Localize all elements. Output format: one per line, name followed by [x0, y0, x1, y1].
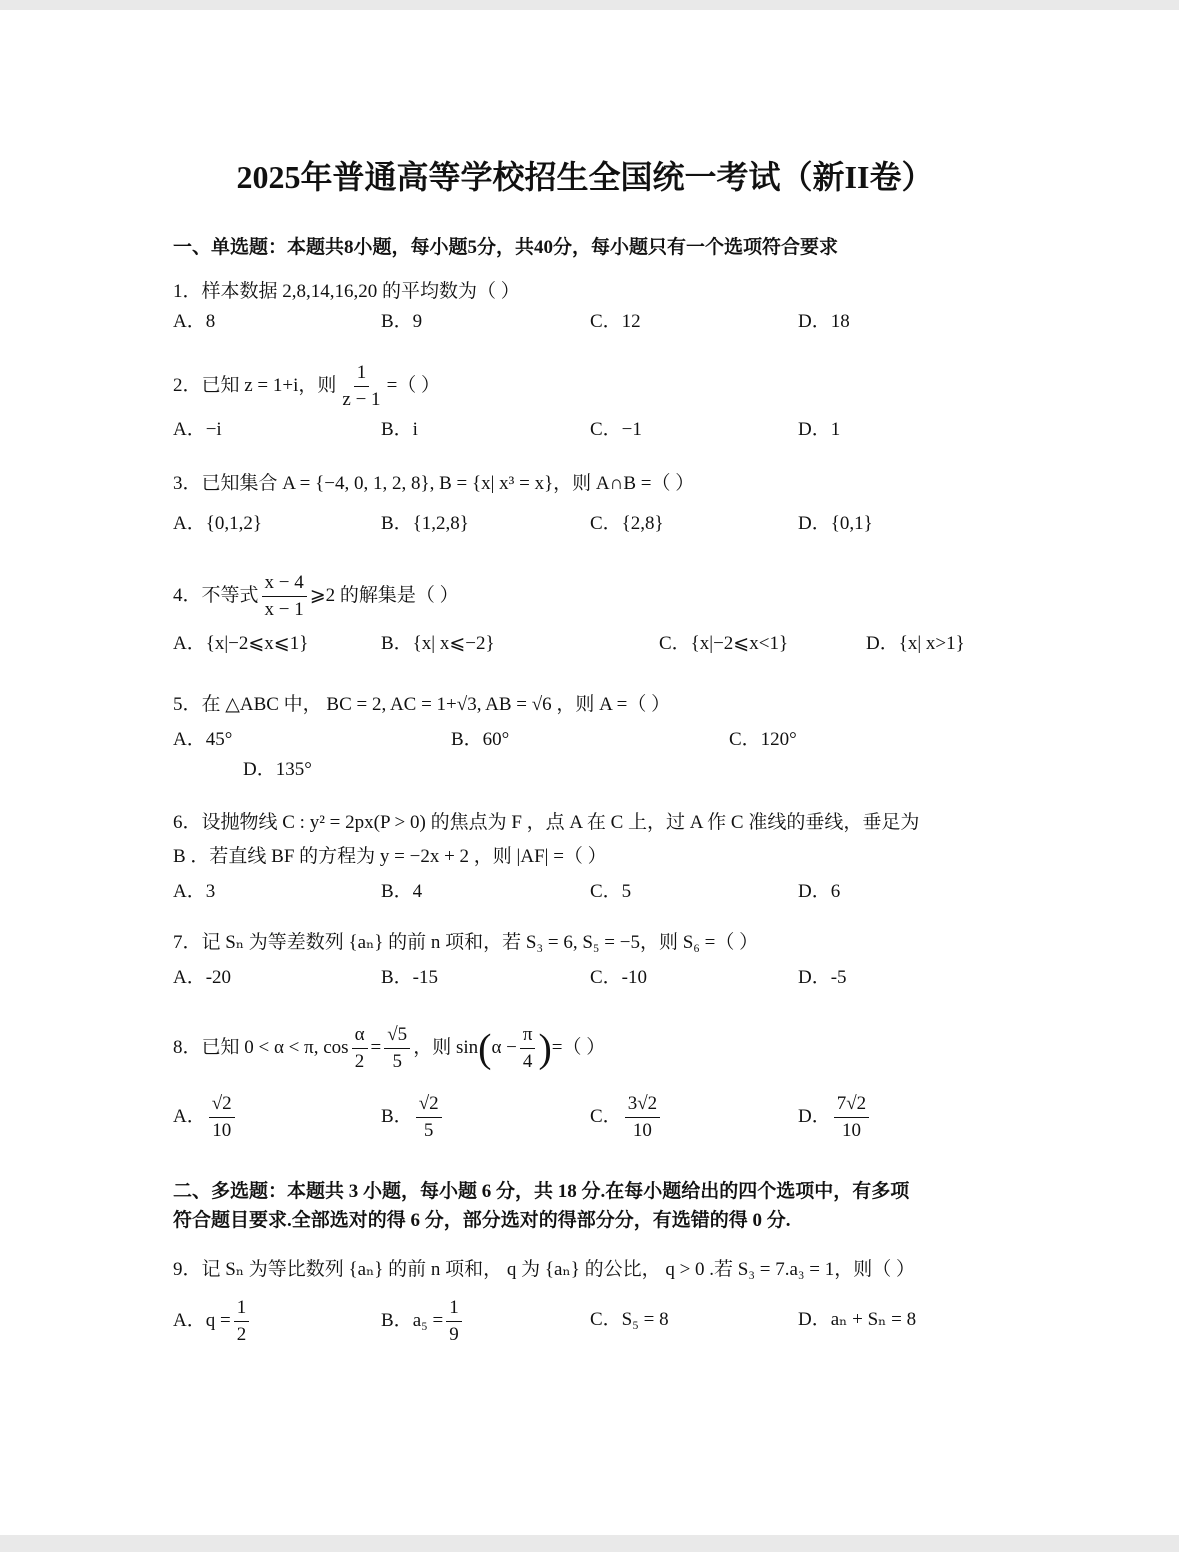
q3-option-d: D．{0,1} [798, 513, 873, 534]
numerator: 1 [446, 1295, 462, 1322]
option-label: A． [173, 1105, 206, 1127]
option-label: D． [798, 1105, 831, 1127]
denominator: 2 [354, 1051, 365, 1072]
q9-option-b [381, 1295, 465, 1348]
q9-option-d: D．aₙ + Sₙ = 8 [798, 1309, 917, 1330]
q4-post: ⩾2 的解集是（ ） [309, 584, 459, 606]
q1-option-d: D．18 [798, 311, 850, 332]
option-label: B． [381, 1309, 413, 1331]
section2-heading-line1: 二、多选题：本题共 3 小题，每小题 6 分，共 18 分.在每小题给出的四个选项中，有多项 [173, 1181, 910, 1202]
q2-fraction [339, 360, 383, 413]
numerator: √5 [384, 1022, 410, 1049]
q7-option-a: A．-20 [173, 967, 232, 988]
q5-option-b: B．60° [451, 729, 510, 750]
option-fraction [234, 1295, 250, 1348]
denominator: 2 [236, 1324, 247, 1345]
q8-option-b [381, 1091, 445, 1144]
q8-fraction-1 [352, 1022, 368, 1075]
q7-option-d: D．-5 [798, 967, 847, 988]
section2-heading-line2: 符合题目要求.全部选对的得 6 分，部分选对的得部分分，有选错的得 0 分. [173, 1210, 791, 1231]
q8-equals: = [370, 1036, 382, 1058]
q6-option-c: C．5 [590, 881, 632, 902]
q4-pre: 4．不等式 [173, 584, 259, 606]
option-label: A． [173, 1309, 206, 1331]
numerator: 3√2 [625, 1091, 660, 1118]
q2-option-b: B．i [381, 419, 418, 440]
option-fraction [625, 1091, 660, 1144]
q8-fraction-2 [384, 1022, 410, 1075]
option-label: B． [381, 1105, 413, 1127]
denominator: 4 [522, 1051, 533, 1072]
q4-option-c: C．{x|−2⩽x<1} [659, 633, 789, 654]
numerator: 7√2 [834, 1091, 869, 1118]
q6-stem-line2: B ．若直线 BF 的方程为 y = −2x + 2 ，则 |AF| =（ ） [173, 846, 607, 867]
q8-mid: ，则 sin [413, 1036, 479, 1058]
numerator: x − 4 [262, 570, 307, 597]
q3-option-c: C．{2,8} [590, 513, 664, 534]
q2-post: =（ ） [386, 374, 441, 396]
option-fraction [834, 1091, 869, 1144]
q8-option-d [798, 1091, 872, 1144]
q7-option-c: C．-10 [590, 967, 648, 988]
numerator: 1 [234, 1295, 250, 1322]
q8-option-c [590, 1091, 663, 1144]
q8-stem [173, 1022, 605, 1075]
option-label: C． [590, 1105, 622, 1127]
right-paren: ) [538, 1025, 552, 1071]
q3-option-a: A．{0,1,2} [173, 513, 262, 534]
denominator: 5 [423, 1120, 434, 1141]
numerator: π [520, 1022, 536, 1049]
q8-option-a [173, 1091, 238, 1144]
q3-option-b: B．{1,2,8} [381, 513, 469, 534]
q8-fraction-3 [520, 1022, 536, 1075]
q2-stem [173, 360, 440, 413]
q6-option-b: B．4 [381, 881, 423, 902]
numerator: 1 [354, 360, 370, 387]
denominator: x − 1 [264, 599, 304, 620]
option-pre: q = [205, 1309, 231, 1331]
option-fraction [446, 1295, 462, 1348]
q4-fraction [262, 570, 307, 623]
denominator: 10 [632, 1120, 652, 1141]
q4-option-b: B．{x| x⩽−2} [381, 633, 495, 654]
option-fraction [416, 1091, 442, 1144]
denominator: 9 [449, 1324, 459, 1345]
q5-stem: 5．在 △ABC 中， BC = 2, AC = 1+√3, AB = √6 ，则 A =（ ） [173, 694, 671, 715]
q9-option-c: C．S₅ = 8 [590, 1309, 669, 1330]
numerator: √2 [416, 1091, 442, 1118]
q6-stem-line1: 6．设抛物线 C : y² = 2px(P > 0) 的焦点为 F ，点 A 在 C 上，过 A 作 C 准线的垂线，垂足为 [173, 812, 920, 833]
numerator: α [352, 1022, 368, 1049]
option-pre: a₅ = [412, 1309, 444, 1331]
q6-option-d: D．6 [798, 881, 841, 902]
q8-inner: α − [491, 1036, 517, 1058]
q4-option-a: A．{x|−2⩽x⩽1} [173, 633, 309, 654]
denominator: 10 [212, 1120, 232, 1141]
q8-pre: 8．已知 0 < α < π, cos [173, 1036, 349, 1058]
numerator: √2 [209, 1091, 235, 1118]
q3-stem: 3．已知集合 A = {−4, 0, 1, 2, 8}, B = {x| x³ = x}，则 A∩B =（ ） [173, 473, 695, 494]
q1-option-c: C．12 [590, 311, 641, 332]
q1-option-b: B．9 [381, 311, 423, 332]
denominator: 10 [841, 1120, 861, 1141]
q5-option-c: C．120° [729, 729, 797, 750]
q1-stem: 1．样本数据 2,8,14,16,20 的平均数为（ ） [173, 281, 520, 302]
denominator: z − 1 [342, 389, 381, 410]
option-fraction [209, 1091, 235, 1144]
q2-option-a: A．−i [173, 419, 222, 440]
denominator: 5 [392, 1051, 402, 1072]
q2-option-d: D．1 [798, 419, 841, 440]
q9-stem: 9．记 Sₙ 为等比数列 {aₙ} 的前 n 项和， q 为 {aₙ} 的公比， q > 0 .若 S₃ = 7.a₃ = 1，则（ ） [173, 1259, 915, 1280]
q5-option-d: D．135° [243, 759, 312, 780]
q4-option-d: D．{x| x>1} [866, 633, 965, 654]
left-paren: ( [478, 1025, 492, 1071]
q1-option-a: A．8 [173, 311, 216, 332]
q7-option-b: B．-15 [381, 967, 439, 988]
q7-stem: 7．记 Sₙ 为等差数列 {aₙ} 的前 n 项和，若 S₃ = 6, S₅ = −5，则 S₆ =（ ） [173, 932, 759, 953]
q8-post: =（ ） [551, 1036, 606, 1058]
q6-option-a: A．3 [173, 881, 216, 902]
exam-title: 2025年普通高等学校招生全国统一考试（新II卷） [236, 159, 934, 195]
q4-stem [173, 570, 459, 623]
q9-option-a [173, 1295, 252, 1348]
section1-heading: 一、单选题：本题共8小题，每小题5分，共40分，每小题只有一个选项符合要求 [173, 237, 839, 258]
q2-option-c: C．−1 [590, 419, 642, 440]
q2-pre: 2．已知 z = 1+i，则 [173, 374, 337, 396]
q5-option-a: A．45° [173, 729, 233, 750]
